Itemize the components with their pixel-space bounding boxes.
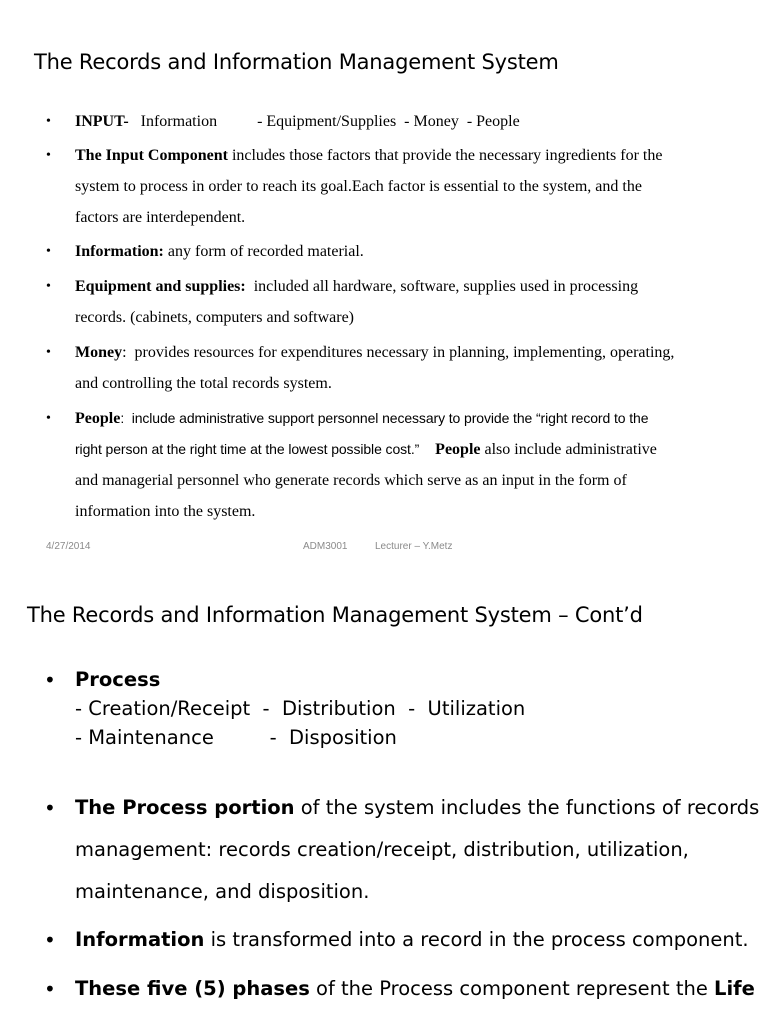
bullet-equipment xyxy=(75,271,735,333)
bullet-marker: • xyxy=(44,796,56,820)
money-line-1: : provides resources for expenditures necessary in planning, implementing, operating, xyxy=(122,344,675,361)
bullet-information xyxy=(75,919,749,961)
bullet-marker: • xyxy=(46,345,51,360)
equipment-label: Equipment and supplies: xyxy=(75,278,246,295)
information-label: Information: xyxy=(75,243,164,260)
bullet-marker: • xyxy=(44,928,56,952)
input-component-line-3: factors are interdependent. xyxy=(75,209,246,226)
people-line-3: and managerial personnel who generate records which serve as an input in the form of xyxy=(75,472,627,489)
footer-date: 4/27/2014 xyxy=(46,541,91,552)
bullet-process-portion xyxy=(75,787,760,913)
phases-label-end: Life xyxy=(714,977,755,1000)
process-label: Process xyxy=(75,668,161,691)
people-line-1: : include administrative support personnel necessary to provide the “right record to the xyxy=(120,410,649,426)
bullet-marker: • xyxy=(46,244,51,259)
bullet-marker: • xyxy=(44,977,56,1001)
information-label: Information xyxy=(75,928,205,951)
process-line-1: - Creation/Receipt - Distribution - Utilization xyxy=(75,697,526,720)
people-line-2b: also include administrative xyxy=(480,441,657,458)
people-line-2: right person at the right time at the lowest possible cost.” xyxy=(75,441,420,457)
input-label: INPUT- xyxy=(75,113,129,130)
money-line-2: and controlling the total records system. xyxy=(75,375,332,392)
people-label-2: People xyxy=(435,441,481,458)
footer-lecturer: Lecturer – Y.Metz xyxy=(375,541,453,552)
process-portion-label: The Process portion xyxy=(75,796,295,819)
slide-title: The Records and Information Management System – Cont’d xyxy=(27,603,643,627)
input-component-line-2: system to process in order to reach its goal.Each factor is essential to the system, and the xyxy=(75,178,642,195)
people-line-4: information into the system. xyxy=(75,503,256,520)
bullet-information xyxy=(75,236,735,267)
bullet-input-component xyxy=(75,140,735,233)
slide-title: The Records and Information Management System xyxy=(34,50,559,74)
bullet-input xyxy=(75,106,735,137)
footer-course: ADM3001 xyxy=(303,541,348,552)
input-component-label: The Input Component xyxy=(75,147,228,164)
bullet-marker: • xyxy=(44,668,56,692)
bullet-phases xyxy=(75,968,755,1010)
phases-label: These five (5) phases xyxy=(75,977,310,1000)
information-text: is transformed into a record in the process component. xyxy=(204,928,749,951)
process-portion-line-3: maintenance, and disposition. xyxy=(75,880,370,903)
phases-text: of the Process component represent the xyxy=(309,977,715,1000)
slide-2 xyxy=(0,570,768,1024)
bullet-marker: • xyxy=(46,411,51,426)
process-portion-line-2: management: records creation/receipt, distribution, utilization, xyxy=(75,838,689,861)
equipment-line-2: records. (cabinets, computers and software) xyxy=(75,309,354,326)
information-text: any form of recorded material. xyxy=(163,243,364,260)
people-label: People xyxy=(75,410,121,427)
input-component-line-1: includes those factors that provide the necessary ingredients for the xyxy=(227,147,663,164)
bullet-marker: • xyxy=(46,114,51,129)
bullet-money xyxy=(75,337,735,399)
bullet-marker: • xyxy=(46,148,51,163)
process-line-2: - Maintenance - Disposition xyxy=(75,726,397,749)
money-label: Money xyxy=(75,344,123,361)
bullet-marker: • xyxy=(46,279,51,294)
equipment-line-1: included all hardware, software, supplies used in processing xyxy=(245,278,639,295)
bullet-people xyxy=(75,403,735,527)
input-list: Information - Equipment/Supplies - Money - People xyxy=(128,113,520,130)
process-portion-line-1: of the system includes the functions of records xyxy=(294,796,760,819)
